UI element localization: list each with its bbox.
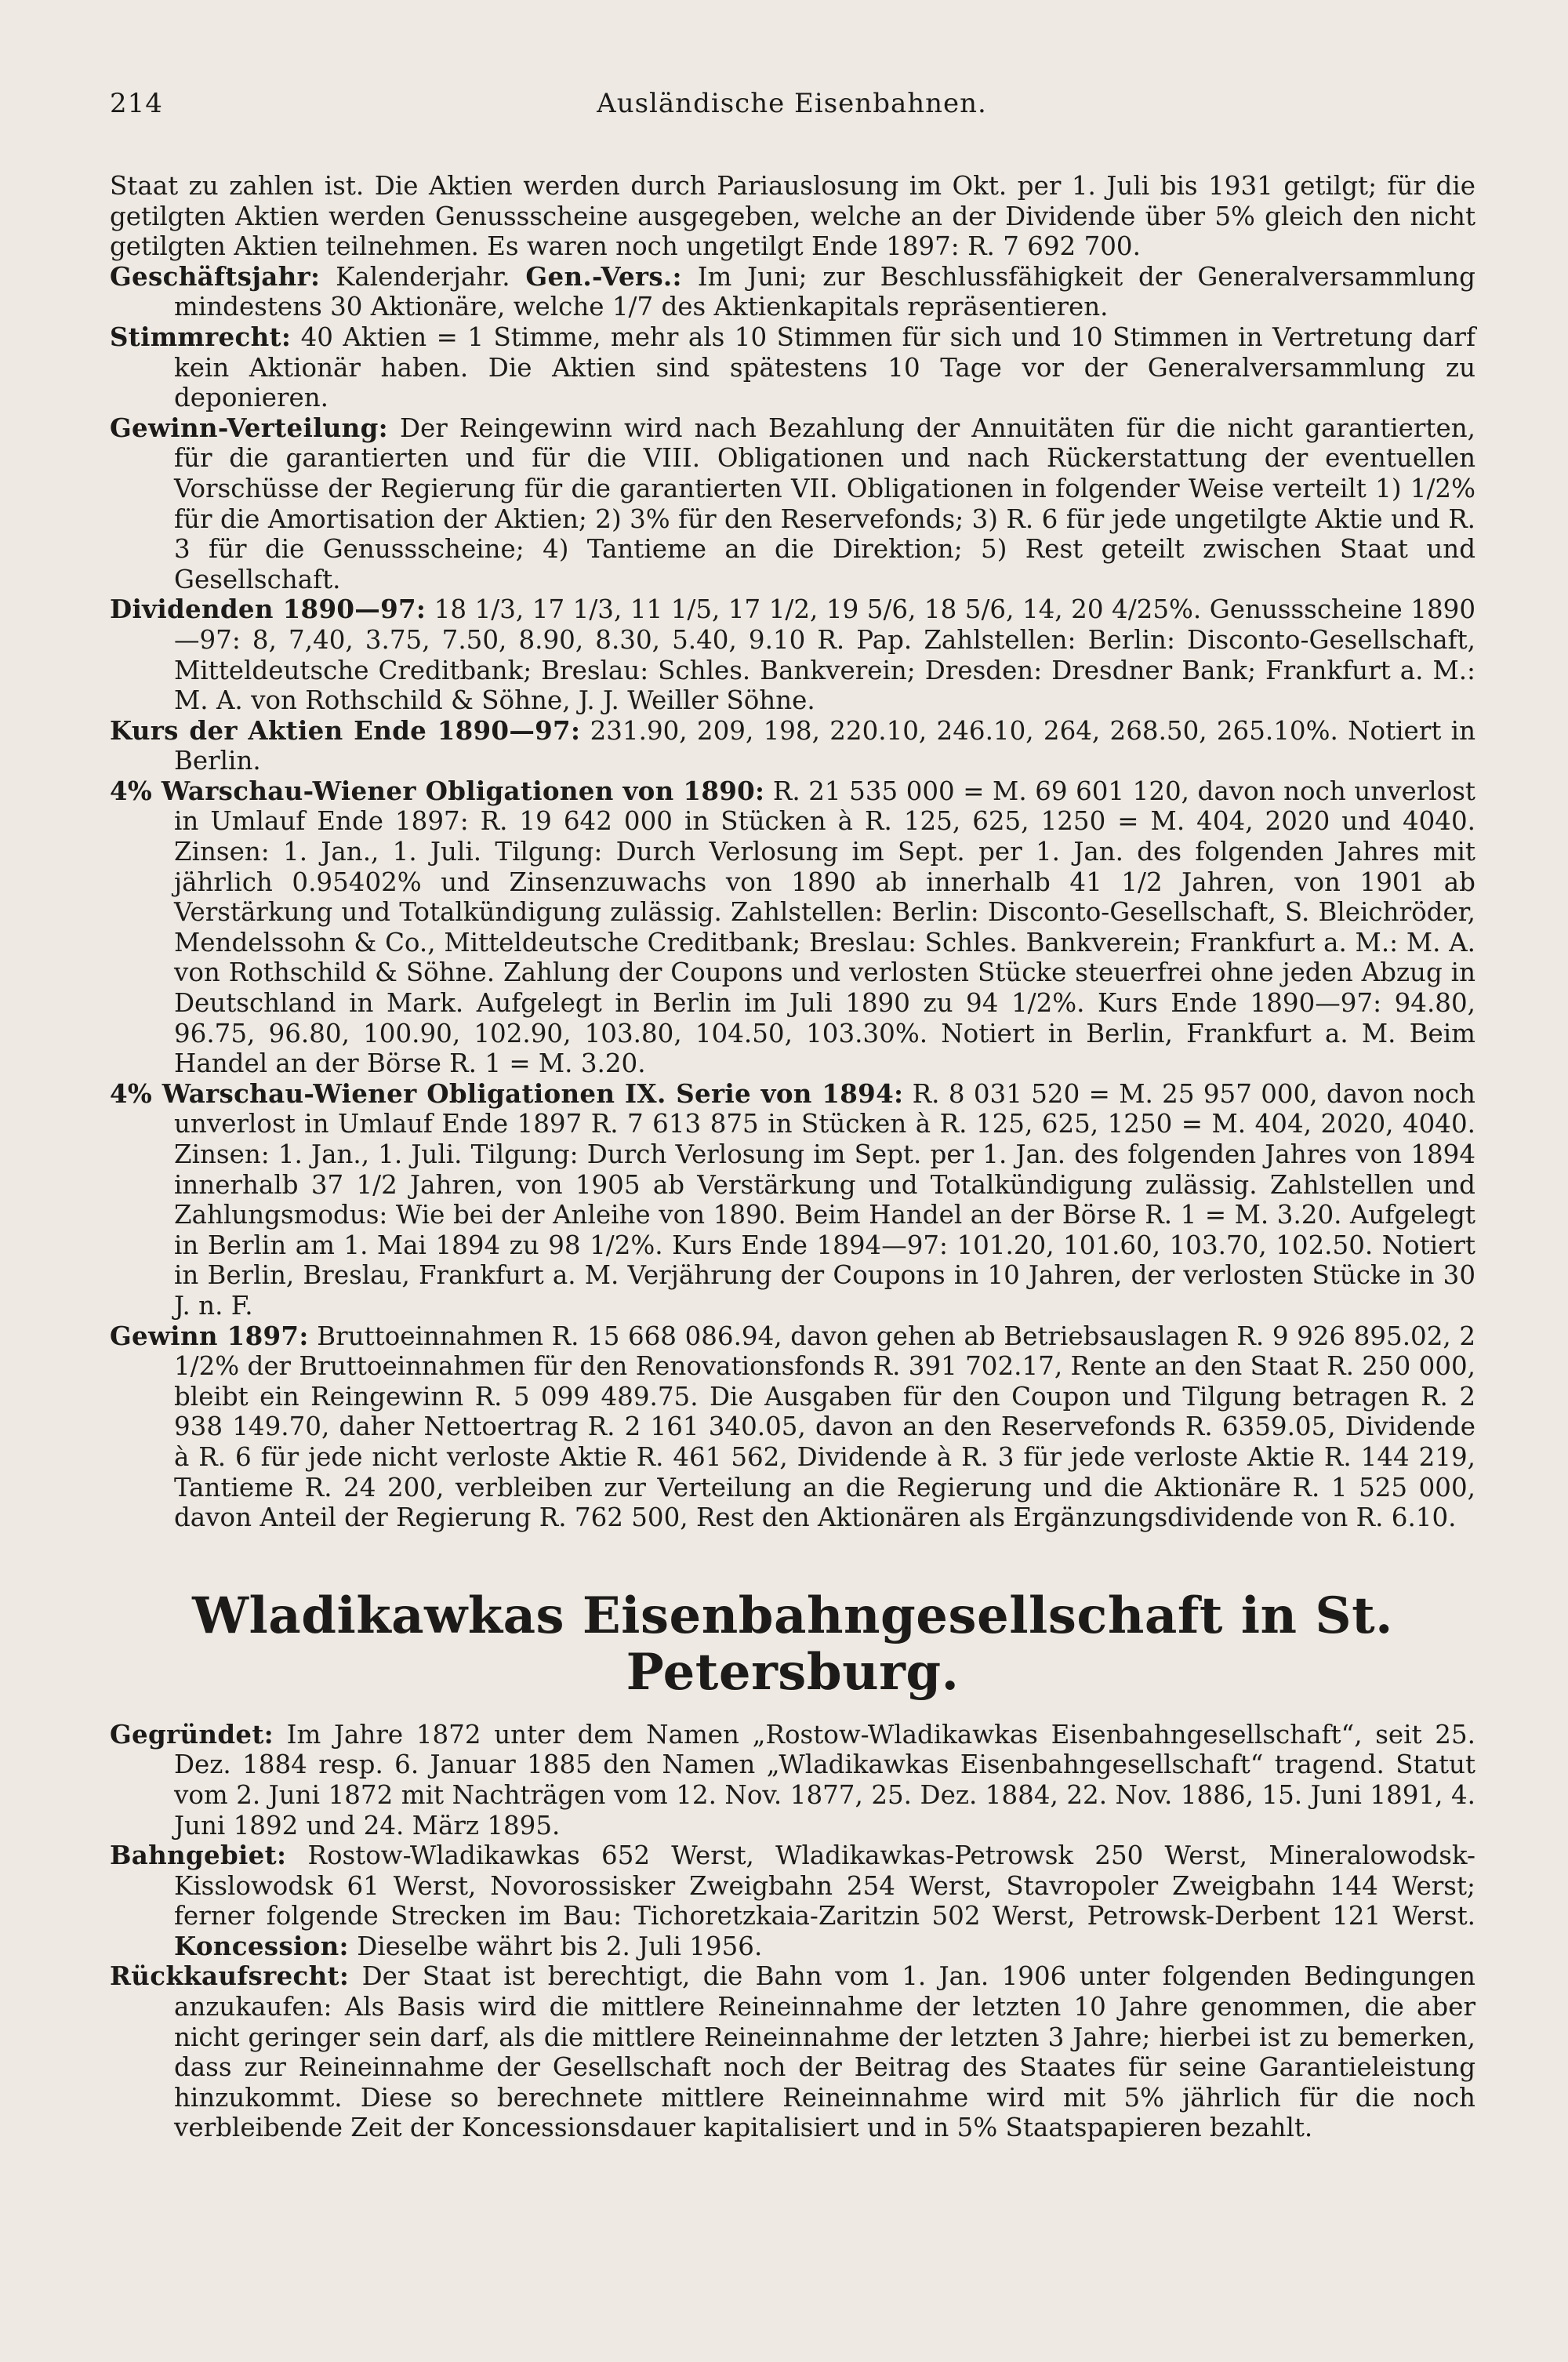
paragraph-text: Der Reingewinn wird nach Bezahlung der Annuitäten für die nicht garantierten, für die garantierten und für die VIII. Obligationen und nach Rückerstattung der eventuellen Vorschüsse der Regierung für die garantierten VII. Obligationen in folgender Weise verteilt 1) 1/2% für die Amortisation der Aktien; 2) 3% für den Reservefonds; 3) R. 6 für jede ungetilgte Aktie und R. 3 für die Genussscheine; 4) Tantieme an die Direktion; 5) Rest geteilt zwischen Staat und Gesellschaft. [174, 412, 1475, 594]
paragraph-label: Rückkaufsrecht: [110, 1960, 350, 1992]
paragraph-text: Im Juni; zur Beschlussfähigkeit der Generalversammlung mindestens 30 Aktionäre, welche 1/7 des Aktienkapitals repräsentieren. [174, 261, 1475, 322]
paragraph-stimmrecht [110, 322, 1475, 413]
paragraph-label: Gewinn 1897: [110, 1320, 309, 1351]
paragraph-text: 18 1/3, 17 1/3, 11 1/5, 17 1/2, 19 5/6, 18 5/6, 14, 20 4/25%. Genussscheine 1890—97: 8, 7,40, 3.75, 7.50, 8.90, 8.30, 5.40, 9.10 R. Pap. Zahlstellen: Berlin: Disconto-Gesellschaft, Mitteldeutsche Creditbank; Breslau: Schles. Bankverein; Dresden: Dresdner Bank; Frankfurt a. M.: M. A. von Rothschild & Söhne, J. J. Weiller Söhne. [174, 594, 1476, 716]
paragraph-obligationen-1890 [110, 776, 1475, 1079]
running-title: Ausländische Eisenbahnen. [597, 88, 987, 119]
text-column [110, 171, 1475, 2143]
paragraph-text: Rostow-Wladikawkas 652 Werst, Wladikawkas-Petrowsk 250 Werst, Mineralowodsk-Kisslowodsk 61 Werst, Novorossisker Zweigbahn 254 Werst, Stavropoler Zweigbahn 144 Werst; ferner folgende Strecken im Bau: Tichoretzkaia-Zaritzin 502 Werst, Petrowsk-Derbent 121 Werst. [174, 1841, 1475, 1931]
paragraph-label: Gewinn-Verteilung: [110, 412, 388, 443]
paragraph-text: Dieselbe währt bis 2. Juli 1956. [357, 1931, 763, 1961]
section-title: Wladikawkas Eisenbahngesellschaft in St. Petersburg. [192, 1586, 1393, 1702]
page-number: 214 [110, 88, 163, 119]
paragraph-text: Kalenderjahr. [336, 261, 510, 292]
paragraph-continuation [110, 171, 1475, 262]
paragraph-text: Der Staat ist berechtigt, die Bahn vom 1. Jan. 1906 unter folgenden Bedingungen anzukaufen: Als Basis wird die mittlere Reineinnahme der letzten 10 Jahre genommen, die aber nicht geringer sein darf, als die mittlere Reineinnahme der letzten 3 Jahre; hierbei ist zu bemerken, dass zur Reineinnahme der Gesellschaft noch der Beitrag des Staates für seine Garantieleistung hinzukommt. Diese so berechnete mittlere Reineinnahme wird mit 5% jährlich für die noch verbleibende Zeit der Koncessionsdauer kapitalisiert und in 5% Staatspapieren bezahlt. [174, 1961, 1475, 2143]
paragraph-text: R. 8 031 520 = M. 25 957 000, davon noch unverlost in Umlauf Ende 1897 R. 7 613 875 in Stücken à R. 125, 625, 1250 = M. 404, 2020, 4040. Zinsen: 1. Jan., 1. Juli. Tilgung: Durch Verlosung im Sept. per 1. Jan. des folgenden Jahres von 1894 innerhalb 37 1/2 Jahren, von 1905 ab Verstärkung und Totalkündigung zulässig. Zahlstellen und Zahlungsmodus: Wie bei der Anleihe von 1890. Beim Handel an der Börse R. 1 = M. 3.20. Aufgelegt in Berlin am 1. Mai 1894 zu 98 1/2%. Kurs Ende 1894—97: 101.20, 101.60, 103.70, 102.50. Notiert in Berlin, Breslau, Frankfurt a. M. Verjährung der Coupons in 10 Jahren, der verlosten Stücke in 30 J. n. F. [174, 1078, 1475, 1321]
paragraph-gewinn-verteilung [110, 413, 1475, 595]
paragraph-gewinn-1897 [110, 1321, 1475, 1533]
paragraph-label: Bahngebiet: [110, 1840, 287, 1871]
paragraph-text: R. 21 535 000 = M. 69 601 120, davon noch unverlost in Umlauf Ende 1897: R. 19 642 000 in Stücken à R. 125, 625, 1250 = M. 404, 2020 und 4040. Zinsen: 1. Jan., 1. Juli. Tilgung: Durch Verlosung im Sept. per 1. Jan. des folgenden Jahres mit jährlich 0.95402% und Zinsenzuwachs von 1890 ab innerhalb 41 1/2 Jahren, von 1901 ab Verstärkung und Totalkündigung zulässig. Zahlstellen: Berlin: Disconto-Gesellschaft, S. Bleichröder, Mendelssohn & Co., Mitteldeutsche Creditbank; Breslau: Schles. Bankverein; Frankfurt a. M.: M. A. von Rothschild & Söhne. Zahlung der Coupons und verlosten Stücke steuerfrei ohne jeden Abzug in Deutschland in Mark. Aufgelegt in Berlin im Juli 1890 zu 94 1/2%. Kurs Ende 1890—97: 94.80, 96.75, 96.80, 100.90, 102.90, 103.80, 104.50, 103.30%. Notiert in Berlin, Frankfurt a. M. Beim Handel an der Börse R. 1 = M. 3.20. [174, 776, 1475, 1079]
paragraph-rueckkaufsrecht [110, 1961, 1475, 2143]
paragraph-label: Stimmrecht: [110, 321, 292, 352]
paragraph-text: Staat zu zahlen ist. Die Aktien werden durch Pariauslosung im Okt. per 1. Juli bis 1931 getilgt; für die getilgten Aktien werden Genussscheine ausgegeben, welche an der Dividende über 5% gleich den nicht getilgten Aktien teilnehmen. Es waren noch ungetilgt Ende 1897: R. 7 692 700. [110, 171, 1475, 262]
paragraph-gegruendet [110, 1720, 1475, 1841]
paragraph-dividenden [110, 594, 1475, 715]
paragraph-text: 40 Aktien = 1 Stimme, mehr als 10 Stimmen für sich und 10 Stimmen in Vertretung darf kein Aktionär haben. Die Aktien sind spätestens 10 Tage vor der Generalversammlung zu deponieren. [174, 322, 1475, 413]
paragraph-label: Gen.-Vers.: [525, 260, 682, 292]
paragraph-obligationen-1894 [110, 1079, 1475, 1321]
paragraph-text: Bruttoeinnahmen R. 15 668 086.94, davon gehen ab Betriebsauslagen R. 9 926 895.02, 2 1/2% der Bruttoeinnahmen für den Renovationsfonds R. 391 702.17, Rente an den Staat R. 250 000, bleibt ein Reingewinn R. 5 099 489.75. Die Ausgaben für den Coupon und Tilgung betragen R. 2 938 149.70, daher Nettoertrag R. 2 161 340.05, davon an den Reservefonds R. 6359.05, Dividende à R. 6 für jede nicht verloste Aktie R. 461 562, Dividende à R. 3 für jede verloste Aktie R. 144 219, Tantieme R. 24 200, verbleiben zur Verteilung an die Regierung und die Aktionäre R. 1 525 000, davon Anteil der Regierung R. 762 500, Rest den Aktionären als Ergänzungsdividende von R. 6.10. [174, 1321, 1476, 1533]
page-header [110, 88, 1474, 132]
paragraph-bahngebiet [110, 1841, 1475, 1961]
paragraph-label: 4% Warschau-Wiener Obligationen IX. Serie von 1894: [110, 1077, 904, 1109]
paragraph-text: Im Jahre 1872 unter dem Namen „Rostow-Wladikawkas Eisenbahngesellschaft“, seit 25. Dez. 1884 resp. 6. Januar 1885 den Namen „Wladikawkas Eisenbahngesellschaft“ tragend. Statut vom 2. Juni 1872 mit Nachträgen vom 12. Nov. 1877, 25. Dez. 1884, 22. Nov. 1886, 15. Juni 1891, 4. Juni 1892 und 24. März 1895. [174, 1719, 1475, 1841]
paragraph-label: Geschäftsjahr: [110, 260, 321, 292]
paragraph-kurs-aktien [110, 716, 1475, 776]
paragraph-geschaeftsjahr [110, 262, 1475, 322]
paragraph-label: 4% Warschau-Wiener Obligationen von 1890: [110, 775, 765, 806]
paragraph-label: Dividenden 1890—97: [110, 594, 426, 625]
paragraph-label: Gegründet: [110, 1718, 274, 1750]
paragraph-text: 231.90, 209, 198, 220.10, 246.10, 264, 268.50, 265.10%. Notiert in Berlin. [174, 715, 1475, 776]
paragraph-label: Kurs der Aktien Ende 1890—97: [110, 714, 581, 746]
paragraph-label: Koncession: [174, 1930, 349, 1961]
